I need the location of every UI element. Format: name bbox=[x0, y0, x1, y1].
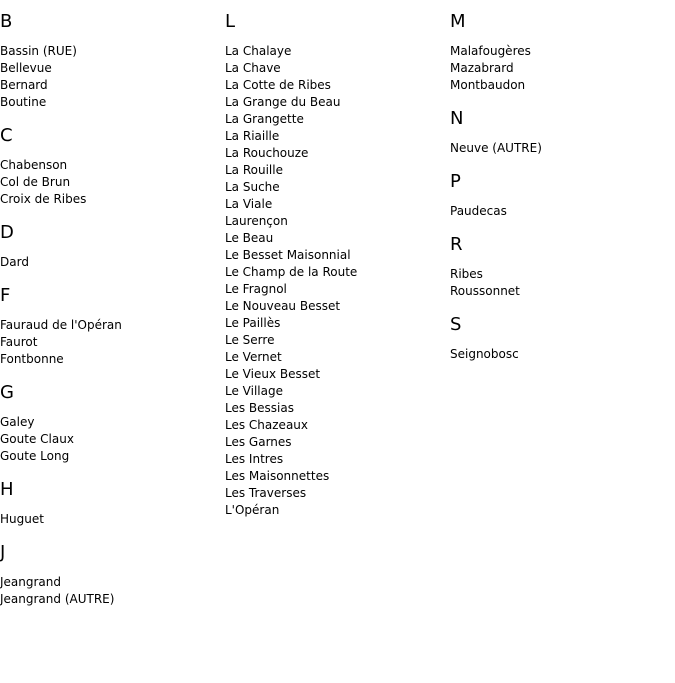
letter-heading: N bbox=[450, 108, 464, 129]
name-list bbox=[0, 511, 220, 528]
list-item[interactable]: La Rouchouze bbox=[225, 146, 309, 160]
list-item[interactable]: Le Paillès bbox=[225, 316, 281, 330]
letter-heading: J bbox=[0, 542, 6, 563]
list-item[interactable]: Fontbonne bbox=[0, 352, 64, 366]
name-list bbox=[0, 254, 220, 271]
list-item[interactable]: La Rouille bbox=[225, 163, 283, 177]
list-item[interactable]: La Grangette bbox=[225, 112, 304, 126]
letter-group-r bbox=[450, 233, 670, 300]
list-item[interactable]: La Riaille bbox=[225, 129, 280, 143]
name-list bbox=[450, 346, 670, 363]
list-item[interactable]: Les Maisonnettes bbox=[225, 469, 330, 483]
letter-heading: G bbox=[0, 382, 14, 403]
list-item[interactable]: Goute Long bbox=[0, 449, 70, 463]
letter-heading: R bbox=[450, 234, 463, 255]
list-item[interactable]: L'Opéran bbox=[225, 503, 280, 517]
letter-group-p bbox=[450, 170, 670, 220]
list-item[interactable]: Le Champ de la Route bbox=[225, 265, 358, 279]
list-item[interactable]: Malafougères bbox=[450, 44, 531, 58]
index-column-3 bbox=[450, 10, 670, 376]
index-column-2 bbox=[225, 10, 445, 532]
list-item[interactable]: Le Beau bbox=[225, 231, 274, 245]
letter-group-l bbox=[225, 10, 445, 519]
list-item[interactable]: Le Vieux Besset bbox=[225, 367, 321, 381]
letter-group-b bbox=[0, 10, 220, 111]
list-item[interactable]: La Cotte de Ribes bbox=[225, 78, 331, 92]
list-item[interactable]: Bassin (RUE) bbox=[0, 44, 77, 58]
list-item[interactable]: Boutine bbox=[0, 95, 47, 109]
letter-heading: L bbox=[225, 11, 236, 32]
name-list bbox=[0, 43, 220, 111]
list-item[interactable]: Le Nouveau Besset bbox=[225, 299, 341, 313]
name-list bbox=[450, 203, 670, 220]
name-list bbox=[450, 266, 670, 300]
letter-heading: P bbox=[450, 171, 461, 192]
list-item[interactable]: Roussonnet bbox=[450, 284, 520, 298]
letter-group-s bbox=[450, 313, 670, 363]
name-list bbox=[450, 140, 670, 157]
letter-group-d bbox=[0, 221, 220, 271]
list-item[interactable]: Dard bbox=[0, 255, 29, 269]
letter-group-g bbox=[0, 381, 220, 465]
list-item[interactable]: Le Village bbox=[225, 384, 283, 398]
list-item[interactable]: Seignobosc bbox=[450, 347, 519, 361]
list-item[interactable]: Les Chazeaux bbox=[225, 418, 309, 432]
list-item[interactable]: Neuve (AUTRE) bbox=[450, 141, 542, 155]
letter-group-m bbox=[450, 10, 670, 94]
list-item[interactable]: Les Traverses bbox=[225, 486, 307, 500]
list-item[interactable]: La Viale bbox=[225, 197, 273, 211]
letter-group-h bbox=[0, 478, 220, 528]
list-item[interactable]: Ribes bbox=[450, 267, 483, 281]
list-item[interactable]: Laurençon bbox=[225, 214, 288, 228]
list-item[interactable]: Huguet bbox=[0, 512, 44, 526]
letter-heading: S bbox=[450, 314, 462, 335]
list-item[interactable]: Le Vernet bbox=[225, 350, 282, 364]
list-item[interactable]: Bernard bbox=[0, 78, 48, 92]
letter-heading: B bbox=[0, 11, 13, 32]
list-item[interactable]: La Grange du Beau bbox=[225, 95, 341, 109]
letter-heading: C bbox=[0, 125, 13, 146]
list-item[interactable]: Le Besset Maisonnial bbox=[225, 248, 351, 262]
list-item[interactable]: La Suche bbox=[225, 180, 280, 194]
list-item[interactable]: Col de Brun bbox=[0, 175, 71, 189]
list-item[interactable]: Croix de Ribes bbox=[0, 192, 87, 206]
name-list bbox=[0, 157, 220, 208]
name-list bbox=[0, 414, 220, 465]
name-list bbox=[0, 317, 220, 368]
list-item[interactable]: Le Fragnol bbox=[225, 282, 287, 296]
list-item[interactable]: Chabenson bbox=[0, 158, 68, 172]
list-item[interactable]: La Chalaye bbox=[225, 44, 292, 58]
list-item[interactable]: La Chave bbox=[225, 61, 281, 75]
letter-group-n bbox=[450, 107, 670, 157]
list-item[interactable]: Faurot bbox=[0, 335, 38, 349]
list-item[interactable]: Mazabrard bbox=[450, 61, 514, 75]
name-list bbox=[0, 574, 220, 608]
letter-heading: H bbox=[0, 479, 14, 500]
list-item[interactable]: Les Bessias bbox=[225, 401, 294, 415]
letter-heading: M bbox=[450, 11, 466, 32]
list-item[interactable]: Les Garnes bbox=[225, 435, 292, 449]
name-list bbox=[450, 43, 670, 94]
list-item[interactable]: Goute Claux bbox=[0, 432, 74, 446]
list-item[interactable]: Montbaudon bbox=[450, 78, 526, 92]
letter-group-j bbox=[0, 541, 220, 608]
letter-heading: D bbox=[0, 222, 14, 243]
list-item[interactable]: Fauraud de l'Opéran bbox=[0, 318, 122, 332]
list-item[interactable]: Les Intres bbox=[225, 452, 284, 466]
letter-heading: F bbox=[0, 285, 11, 306]
list-item[interactable]: Galey bbox=[0, 415, 35, 429]
letter-group-c bbox=[0, 124, 220, 208]
list-item[interactable]: Bellevue bbox=[0, 61, 52, 75]
list-item[interactable]: Jeangrand bbox=[0, 575, 62, 589]
list-item[interactable]: Jeangrand (AUTRE) bbox=[0, 592, 115, 606]
list-item[interactable]: Paudecas bbox=[450, 204, 507, 218]
name-list bbox=[225, 43, 445, 519]
list-item[interactable]: Le Serre bbox=[225, 333, 275, 347]
index-column-1 bbox=[0, 10, 220, 621]
letter-group-f bbox=[0, 284, 220, 368]
